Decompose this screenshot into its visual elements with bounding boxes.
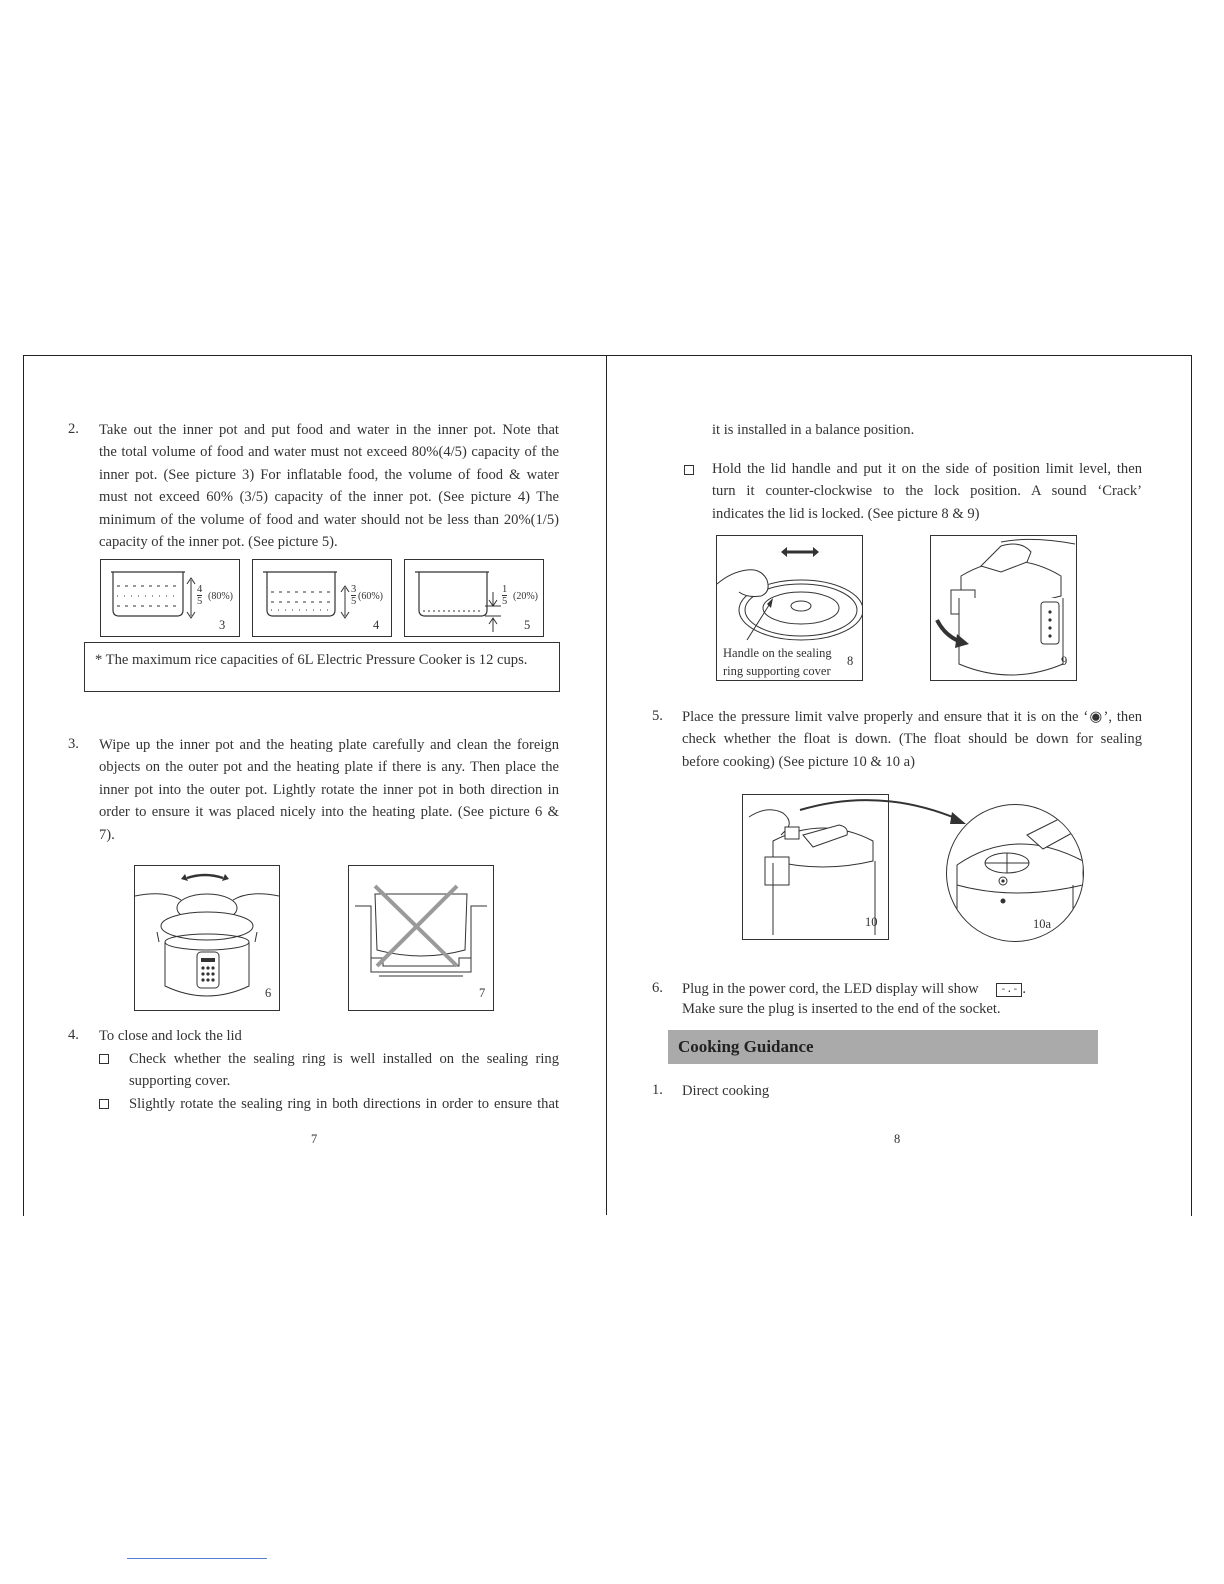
figure-number: 10	[865, 915, 878, 929]
led-display-icon: -.-	[996, 983, 1022, 997]
rice-capacity-note: * The maximum rice capacities of 6L Electric Pressure Cooker is 12 cups.	[84, 642, 560, 692]
fraction-denominator: 5	[351, 596, 357, 607]
checkbox-bullet-icon	[99, 1054, 109, 1064]
direct-cooking-text: Direct cooking	[682, 1083, 770, 1099]
step-2-line: the total volume of food and water must not exceed 80%(4/5) capacity of the	[99, 444, 559, 461]
step-5-line: before cooking) (See picture 10 & 10 a)	[682, 753, 916, 770]
step-6-text: Plug in the power cord, the LED display will show	[682, 981, 979, 997]
fraction-1-5	[502, 584, 507, 607]
step-5-line: Place the pressure limit valve properly and ensure that it is on the ‘◉’, then	[682, 709, 1142, 725]
bullet-line: indicates the lid is locked. (See picture 8 & 9)	[712, 505, 980, 522]
step-3-number: 3.	[68, 736, 79, 752]
lid-lock-illustration	[931, 536, 1076, 680]
step-2-line: minimum of the volume of food and water should not be less than 20%(1/5)	[99, 511, 559, 528]
direct-cooking-number: 1.	[652, 1082, 663, 1098]
figure-4-pot-60-percent	[252, 559, 392, 637]
step-6-line-2: Make sure the plug is inserted to the end of the socket.	[682, 1001, 1001, 1017]
step-4-bullet-1	[129, 1048, 559, 1093]
figure-10a-valve-detail	[946, 804, 1084, 942]
step-3-line: 7).	[99, 826, 115, 843]
fraction-4-5	[197, 584, 202, 607]
figure-7-incorrect-placement	[348, 865, 494, 1011]
cooking-guidance-heading: Cooking Guidance	[668, 1030, 1098, 1064]
step-2-line: inner pot. (See picture 3) For inflatable food, the volume of food & water	[99, 466, 559, 483]
bullet-line: Hold the lid handle and put it on the side of position limit level, then	[712, 461, 1142, 477]
bullet-line: supporting cover.	[129, 1073, 231, 1090]
figure-number: 6	[265, 986, 272, 1000]
figure-number: 9	[1061, 654, 1068, 668]
step-4-bullet-3	[712, 458, 1142, 525]
step-6-number: 6.	[652, 980, 663, 996]
fraction-numerator: 3	[351, 584, 357, 595]
figure-9-lock-lid	[930, 535, 1077, 681]
page-divider	[606, 355, 607, 1215]
footer-underline	[127, 1558, 267, 1559]
checkbox-bullet-icon	[684, 465, 694, 475]
bullet-line: Check whether the sealing ring is well installed on the sealing ring	[129, 1051, 559, 1067]
step-5-text	[682, 706, 1142, 773]
figure-number: 5	[524, 618, 531, 632]
figure-3-pot-80-percent	[100, 559, 240, 637]
bullet-line: Slightly rotate the sealing ring in both directions in order to ensure that	[129, 1096, 559, 1112]
figure-8-caption	[723, 644, 832, 680]
figure-number: 3	[219, 618, 226, 632]
step-2-text	[99, 419, 559, 553]
bullet-line: turn it counter-clockwise to the lock position. A sound ‘Crack’	[712, 483, 1142, 500]
step-2-number: 2.	[68, 421, 79, 437]
step-3-text	[99, 734, 559, 846]
figure-6-rotate-inner-pot	[134, 865, 280, 1011]
valve-closeup-illustration	[947, 805, 1083, 941]
fraction-3-5	[351, 584, 356, 607]
step-3-line: Wipe up the inner pot and the heating plate carefully and clean the foreign	[99, 737, 559, 753]
page-number-left: 7	[311, 1132, 318, 1146]
fraction-denominator: 5	[502, 596, 508, 607]
step-2-line: must not exceed 60% (3/5) capacity of the inner pot. (See picture 4) The	[99, 489, 559, 506]
figure-8-sealing-ring-handle	[716, 535, 863, 681]
figure-number: 7	[479, 986, 486, 1000]
step-4-bullet-2	[129, 1093, 559, 1115]
step-2-line: capacity of the inner pot. (See picture 5).	[99, 534, 338, 551]
step-4-continuation: it is installed in a balance position.	[712, 422, 915, 438]
step-4-title: To close and lock the lid	[99, 1028, 242, 1044]
step-5-number: 5.	[652, 708, 663, 724]
step-4-number: 4.	[68, 1027, 79, 1043]
page-number-right: 8	[894, 1132, 901, 1146]
cooker-rotate-illustration	[135, 866, 279, 1010]
percent-label: (20%)	[513, 591, 538, 602]
figure-number: 10a	[1033, 917, 1052, 931]
step-5-line: check whether the float is down. (The float should be down for sealing	[682, 731, 1142, 748]
figure-number: 4	[373, 618, 380, 632]
fraction-numerator: 1	[502, 584, 508, 595]
step-2-line: Take out the inner pot and put food and water in the inner pot. Note that	[99, 422, 559, 438]
figure-number: 8	[847, 654, 854, 668]
cross-section-illustration	[349, 866, 493, 1010]
checkbox-bullet-icon	[99, 1099, 109, 1109]
fraction-denominator: 5	[197, 596, 203, 607]
percent-label: (80%)	[208, 591, 233, 602]
step-3-line: objects on the outer pot and the heating plate if there is any. Then place the	[99, 759, 559, 776]
percent-label: (60%)	[358, 591, 383, 602]
fraction-numerator: 4	[197, 584, 203, 595]
step-3-line: order to ensure it was placed nicely into the heating plate. (See picture 6 &	[99, 804, 559, 821]
step-3-line: inner pot into the outer pot. Lightly rotate the inner pot in both direction in	[99, 781, 559, 798]
caption-line: ring supporting cover	[723, 664, 831, 678]
period: .	[1022, 981, 1027, 997]
figure-5-pot-20-percent	[404, 559, 544, 637]
caption-line: Handle on the sealing	[723, 646, 832, 660]
